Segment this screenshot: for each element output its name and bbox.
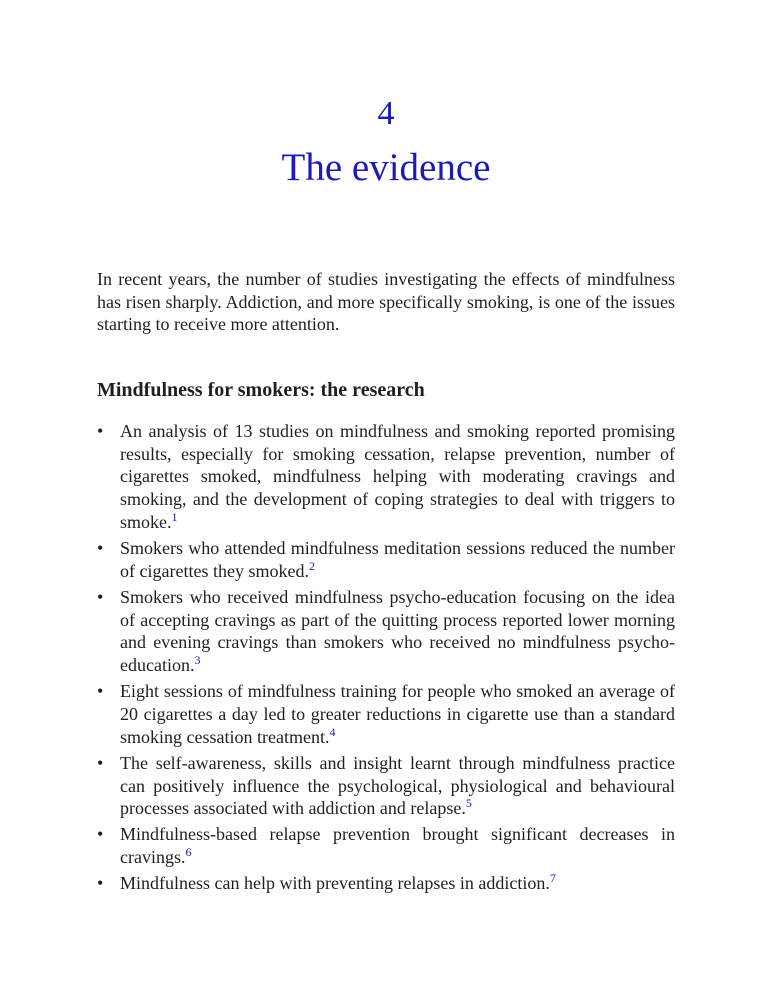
bullet-text: Eight sessions of mindfulness training for people who smoked an average of 20 cigarettes a day led to greater reductions in cigarette use than a standard smoking cessation treatment.	[120, 681, 675, 747]
bullet-marker: •	[97, 586, 104, 607]
reference-link[interactable]: 7	[549, 871, 556, 886]
bullet-marker: •	[97, 681, 104, 702]
research-bullet-list	[97, 420, 675, 899]
bullet-text: An analysis of 13 studies on mindfulness and smoking reported promising results, especially for smoking cessation, relapse prevention, number of cigarettes smoked, mindfulness helping with moderating cravings and smoking, and the development of coping strategies to deal with triggers to smoke.	[120, 421, 675, 532]
bullet-marker: •	[97, 873, 104, 894]
reference-link[interactable]: 5	[465, 796, 472, 811]
bullet-item	[97, 823, 675, 868]
bullet-marker: •	[97, 824, 104, 845]
bullet-text: Mindfulness can help with preventing relapses in addiction.	[120, 873, 550, 894]
intro-paragraph: In recent years, the number of studies investigating the effects of mindfulness has risen sharply. Addiction, and more specifically smoking, is one of the issues starting to receive more attention.	[97, 269, 675, 335]
reference-link[interactable]: 6	[185, 845, 192, 860]
bullet-marker: •	[97, 538, 104, 559]
chapter-number: 4	[377, 95, 395, 132]
bullet-item	[97, 680, 675, 748]
bullet-text: The self-awareness, skills and insight learnt through mindfulness practice can positively influence the psychological, physiological and behavioural processes associated with addiction and relapse.	[120, 752, 675, 819]
bullet-item	[97, 537, 675, 582]
reference-link[interactable]: 3	[194, 653, 201, 668]
reference-link[interactable]: 4	[329, 724, 336, 739]
bullet-item	[97, 420, 675, 534]
bullet-item	[97, 586, 675, 677]
bullet-item	[97, 872, 675, 895]
bullet-marker: •	[97, 421, 104, 441]
section-heading: Mindfulness for smokers: the research	[97, 379, 425, 401]
reference-link[interactable]: 1	[171, 509, 178, 524]
bullet-text: Mindfulness-based relapse prevention brought significant decreases in cravings.	[120, 824, 675, 868]
chapter-title: The evidence	[281, 146, 491, 189]
bullet-text: Smokers who received mindfulness psycho-education focusing on the idea of accepting cravings as part of the quitting process reported lower morning and evening cravings than smokers who received no mindfulness psycho-education.	[120, 586, 675, 676]
reference-link[interactable]: 2	[308, 558, 315, 573]
bullet-text: Smokers who attended mindfulness meditation sessions reduced the number of cigarettes they smoked.	[120, 538, 675, 581]
bullet-marker: •	[97, 752, 104, 773]
bullet-item	[97, 752, 675, 820]
